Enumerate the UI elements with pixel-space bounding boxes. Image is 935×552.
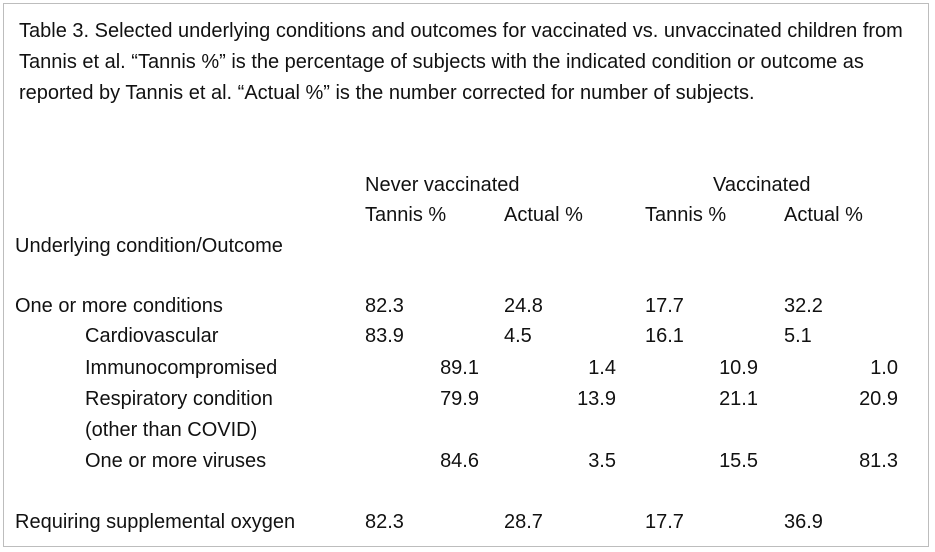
row-label-immunocompromised: Immunocompromised (85, 357, 278, 379)
cell-vacc-tannis: 16.1 (645, 325, 684, 347)
cell-vacc-actual: 20.9 (859, 388, 898, 410)
cell-never-tannis: 83.9 (365, 325, 404, 347)
cell-vacc-actual: 36.9 (784, 511, 823, 533)
cell-vacc-tannis: 10.9 (719, 357, 758, 379)
table-caption: Table 3. Selected underlying conditions and outcomes for vaccinated vs. unvaccinated children from Tannis et al. “Tannis %” is the percentage of subjects with the indicated condition or outcome as reported by Tannis et al. “Actual %” is the number corrected for number of subjects. (19, 20, 903, 104)
cell-vacc-actual: 5.1 (784, 325, 812, 347)
col-header-vacc-tannis: Tannis % (645, 204, 727, 226)
col-header-vacc-actual: Actual % (784, 204, 863, 226)
cell-never-tannis: 82.3 (365, 295, 404, 317)
cell-vacc-actual: 32.2 (784, 295, 823, 317)
row-label-cardiovascular: Cardiovascular (85, 325, 219, 347)
cell-never-actual: 4.5 (504, 325, 532, 347)
cell-vacc-tannis: 21.1 (719, 388, 758, 410)
row-header-label: Underlying condition/Outcome (15, 235, 283, 257)
row-label-one-or-more-conditions: One or more conditions (15, 295, 223, 317)
cell-never-tannis: 84.6 (440, 450, 479, 472)
cell-never-actual: 24.8 (504, 295, 543, 317)
group-header-never-vaccinated: Never vaccinated (365, 174, 520, 196)
row-label-requiring-supplemental-oxygen: Requiring supplemental oxygen (15, 511, 296, 533)
cell-never-tannis: 79.9 (440, 388, 479, 410)
col-header-never-actual: Actual % (504, 204, 583, 226)
col-header-never-tannis: Tannis % (365, 204, 447, 226)
cell-vacc-tannis: 17.7 (645, 295, 684, 317)
cell-never-actual: 28.7 (504, 511, 543, 533)
row-label-respiratory-condition-line2: (other than COVID) (85, 419, 258, 441)
cell-vacc-tannis: 17.7 (645, 511, 684, 533)
table-frame (3, 3, 929, 547)
row-label-respiratory-condition: Respiratory condition (85, 388, 273, 410)
cell-never-actual: 3.5 (588, 450, 616, 472)
group-header-vaccinated: Vaccinated (713, 174, 811, 196)
cell-never-tannis: 89.1 (440, 357, 479, 379)
cell-vacc-actual: 1.0 (870, 357, 898, 379)
row-label-one-or-more-viruses: One or more viruses (85, 450, 267, 472)
cell-never-tannis: 82.3 (365, 511, 404, 533)
cell-never-actual: 13.9 (577, 388, 616, 410)
cell-vacc-actual: 81.3 (859, 450, 898, 472)
cell-vacc-tannis: 15.5 (719, 450, 758, 472)
cell-never-actual: 1.4 (588, 357, 616, 379)
